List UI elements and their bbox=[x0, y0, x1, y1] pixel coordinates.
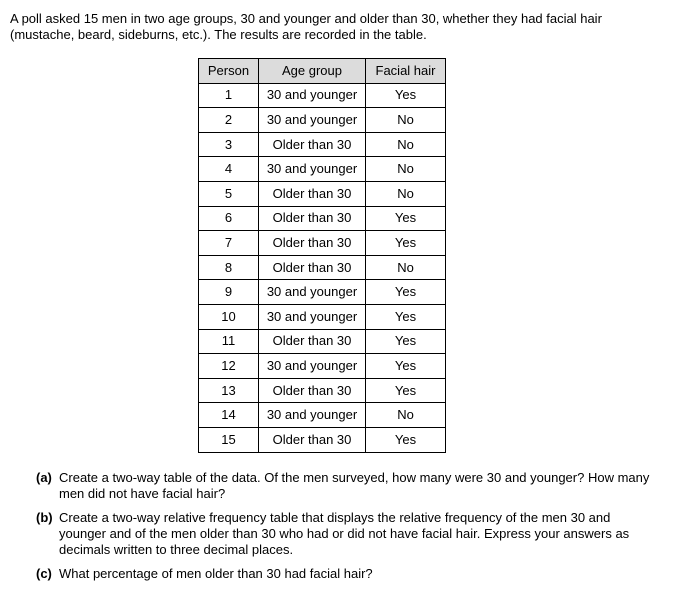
question-a bbox=[36, 470, 656, 502]
facial-hair-cell: No bbox=[366, 403, 446, 428]
person-cell: 12 bbox=[199, 354, 259, 379]
age-group-cell: 30 and younger bbox=[259, 280, 366, 305]
facial-hair-cell: Yes bbox=[366, 427, 446, 452]
table-row bbox=[199, 231, 446, 256]
age-group-cell: 30 and younger bbox=[259, 354, 366, 379]
age-group-cell: Older than 30 bbox=[259, 378, 366, 403]
person-cell: 15 bbox=[199, 427, 259, 452]
facial-hair-cell: Yes bbox=[366, 329, 446, 354]
table-row bbox=[199, 181, 446, 206]
age-group-cell: Older than 30 bbox=[259, 427, 366, 452]
facial-hair-cell: No bbox=[366, 181, 446, 206]
facial-hair-cell: Yes bbox=[366, 83, 446, 108]
person-cell: 8 bbox=[199, 255, 259, 280]
table-row bbox=[199, 206, 446, 231]
facial-hair-cell: Yes bbox=[366, 304, 446, 329]
table-row bbox=[199, 132, 446, 157]
table-row bbox=[199, 403, 446, 428]
poll-table bbox=[198, 58, 446, 453]
age-group-cell: 30 and younger bbox=[259, 304, 366, 329]
facial-hair-cell: Yes bbox=[366, 354, 446, 379]
facial-hair-cell: No bbox=[366, 255, 446, 280]
question-b bbox=[36, 510, 656, 558]
header-facial-hair: Facial hair bbox=[366, 59, 446, 84]
questions-list bbox=[36, 470, 656, 590]
person-cell: 7 bbox=[199, 231, 259, 256]
age-group-cell: Older than 30 bbox=[259, 206, 366, 231]
age-group-cell: Older than 30 bbox=[259, 231, 366, 256]
facial-hair-cell: Yes bbox=[366, 378, 446, 403]
facial-hair-cell: Yes bbox=[366, 280, 446, 305]
question-label: (a) bbox=[36, 470, 52, 485]
age-group-cell: Older than 30 bbox=[259, 329, 366, 354]
table-row bbox=[199, 108, 446, 133]
question-text: What percentage of men older than 30 had facial hair? bbox=[59, 566, 373, 581]
person-cell: 14 bbox=[199, 403, 259, 428]
person-cell: 1 bbox=[199, 83, 259, 108]
person-cell: 6 bbox=[199, 206, 259, 231]
person-cell: 11 bbox=[199, 329, 259, 354]
question-label: (b) bbox=[36, 510, 53, 525]
table-row bbox=[199, 280, 446, 305]
person-cell: 5 bbox=[199, 181, 259, 206]
table-row bbox=[199, 255, 446, 280]
age-group-cell: 30 and younger bbox=[259, 157, 366, 182]
table-row bbox=[199, 329, 446, 354]
table-row bbox=[199, 378, 446, 403]
person-cell: 4 bbox=[199, 157, 259, 182]
header-person: Person bbox=[199, 59, 259, 84]
person-cell: 3 bbox=[199, 132, 259, 157]
table-row bbox=[199, 427, 446, 452]
question-text: Create a two-way relative frequency table that displays the relative frequency of the men 30 and younger and of the men older than 30 who had or did not have facial hair. Express your answers as decimals written to three decimal places. bbox=[59, 510, 630, 557]
facial-hair-cell: Yes bbox=[366, 231, 446, 256]
question-c bbox=[36, 566, 656, 582]
table-row bbox=[199, 354, 446, 379]
person-cell: 9 bbox=[199, 280, 259, 305]
person-cell: 2 bbox=[199, 108, 259, 133]
facial-hair-cell: No bbox=[366, 157, 446, 182]
header-age-group: Age group bbox=[259, 59, 366, 84]
intro-paragraph: A poll asked 15 men in two age groups, 30 and younger and older than 30, whether they had facial hair (mustache, beard, sideburns, etc.). The results are recorded in the table. bbox=[10, 11, 602, 42]
table-body bbox=[199, 83, 446, 452]
age-group-cell: Older than 30 bbox=[259, 132, 366, 157]
person-cell: 13 bbox=[199, 378, 259, 403]
table-row bbox=[199, 304, 446, 329]
table-row bbox=[199, 83, 446, 108]
age-group-cell: Older than 30 bbox=[259, 181, 366, 206]
table-row bbox=[199, 157, 446, 182]
question-text: Create a two-way table of the data. Of the men surveyed, how many were 30 and younger? How many men did not have facial hair? bbox=[59, 470, 650, 501]
age-group-cell: 30 and younger bbox=[259, 403, 366, 428]
table-header-row bbox=[199, 59, 446, 84]
age-group-cell: 30 and younger bbox=[259, 83, 366, 108]
facial-hair-cell: No bbox=[366, 132, 446, 157]
question-label: (c) bbox=[36, 566, 52, 581]
facial-hair-cell: No bbox=[366, 108, 446, 133]
person-cell: 10 bbox=[199, 304, 259, 329]
age-group-cell: Older than 30 bbox=[259, 255, 366, 280]
age-group-cell: 30 and younger bbox=[259, 108, 366, 133]
facial-hair-cell: Yes bbox=[366, 206, 446, 231]
